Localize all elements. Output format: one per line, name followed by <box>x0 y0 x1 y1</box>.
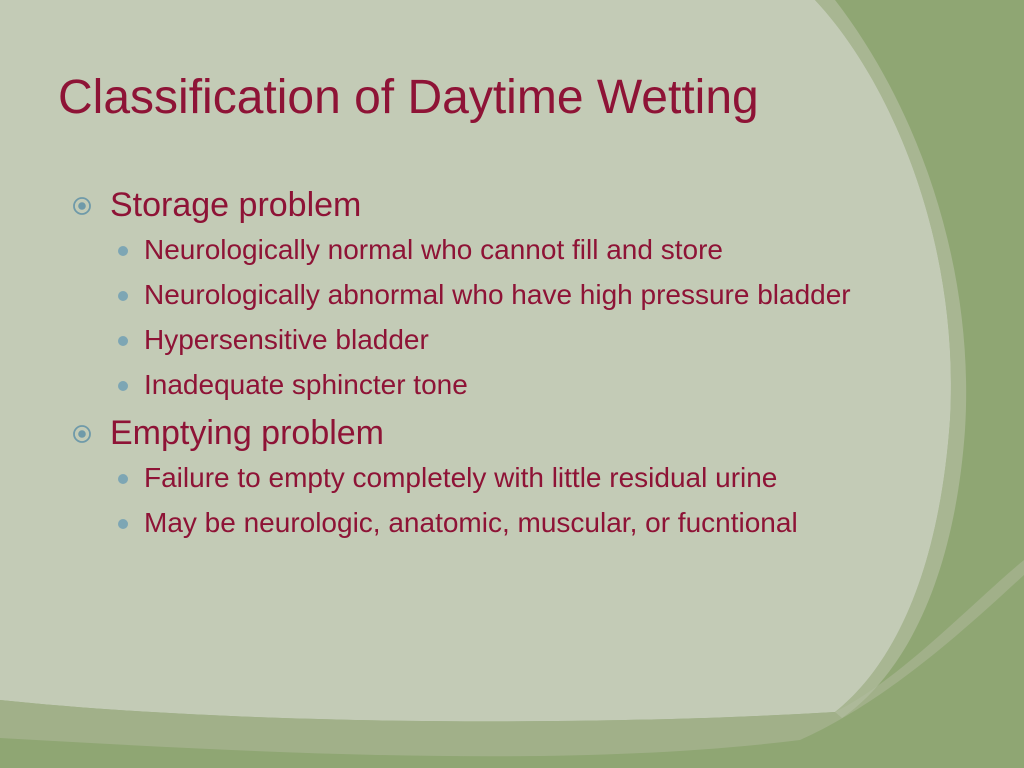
list-item <box>66 367 866 403</box>
list-item-text: Neurologically normal who cannot fill and store <box>144 234 723 265</box>
list-item-text: Hypersensitive bladder <box>144 324 429 355</box>
circled-dot-icon <box>72 424 92 444</box>
slide-title: Classification of Daytime Wetting <box>58 71 759 124</box>
list-item <box>66 460 866 496</box>
list-item <box>66 505 866 541</box>
section-emptying-problem <box>66 412 866 454</box>
slide-body <box>66 184 866 550</box>
section-storage-problem <box>66 184 866 226</box>
list-item-text: May be neurologic, anatomic, muscular, or fucntional <box>144 507 798 538</box>
storage-problem-list <box>66 232 866 403</box>
list-item <box>66 277 866 313</box>
list-item <box>66 232 866 268</box>
list-item-text: Failure to empty completely with little residual urine <box>144 462 778 493</box>
round-bullet-icon <box>118 246 128 256</box>
round-bullet-icon <box>118 519 128 529</box>
round-bullet-icon <box>118 291 128 301</box>
round-bullet-icon <box>118 336 128 346</box>
round-bullet-icon <box>118 381 128 391</box>
list-item-text: Inadequate sphincter tone <box>144 369 468 400</box>
section-heading: Storage problem <box>110 186 362 224</box>
list-item <box>66 322 866 358</box>
circled-dot-icon <box>72 196 92 216</box>
section-heading: Emptying problem <box>110 414 385 452</box>
emptying-problem-list <box>66 460 866 541</box>
list-item-text: Neurologically abnormal who have high pressure bladder <box>144 279 851 310</box>
round-bullet-icon <box>118 474 128 484</box>
